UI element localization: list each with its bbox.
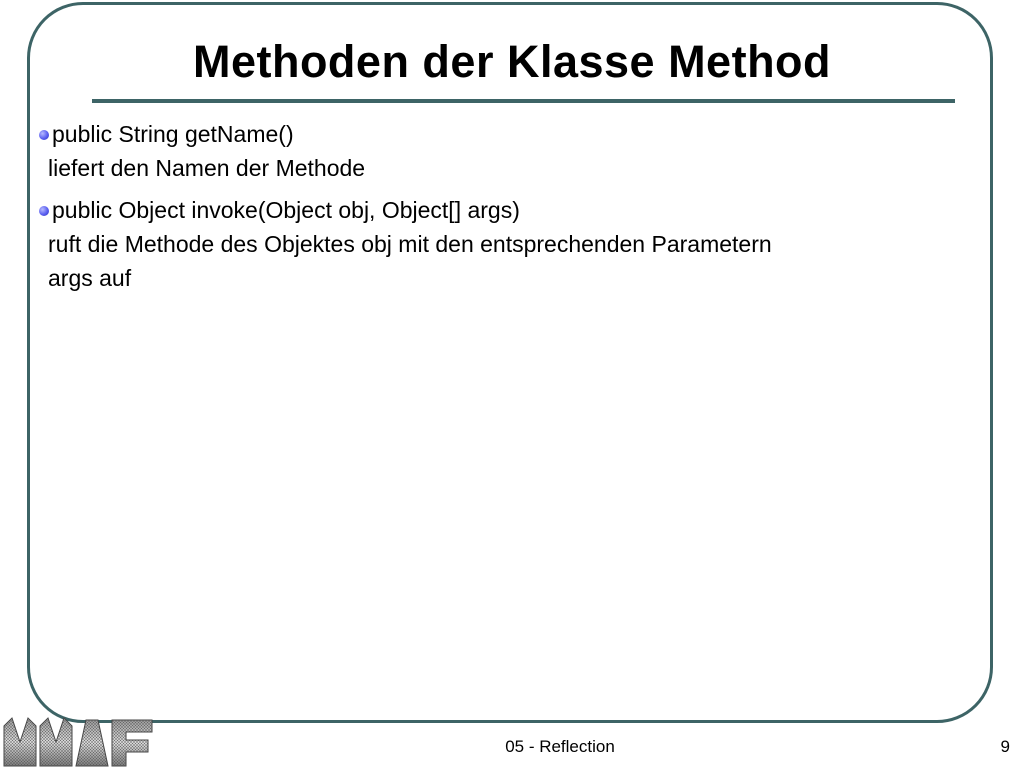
- bullet-dot-icon: [39, 130, 49, 140]
- title-divider: [92, 99, 955, 103]
- bullet-description: args auf: [48, 265, 132, 291]
- slide-frame: [27, 2, 993, 723]
- page-number: 9: [1000, 737, 1010, 756]
- slide-title: Methoden der Klasse Method: [192, 36, 832, 87]
- bullet-item: [36, 117, 956, 185]
- bullet-item: [36, 193, 956, 295]
- logo-shapes: [4, 718, 152, 766]
- bullet-heading: public String getName(): [52, 121, 294, 147]
- bullet-description: liefert den Namen der Methode: [48, 155, 366, 181]
- logo-image: [2, 712, 154, 768]
- bullet-heading: public Object invoke(Object obj, Object[] args): [52, 197, 520, 223]
- slide-content: [36, 117, 956, 303]
- bullet-description: ruft die Methode des Objektes obj mit den entsprechenden Parametern: [48, 231, 772, 257]
- bullet-dot-icon: [39, 206, 49, 216]
- footer-text: 05 - Reflection: [505, 737, 615, 756]
